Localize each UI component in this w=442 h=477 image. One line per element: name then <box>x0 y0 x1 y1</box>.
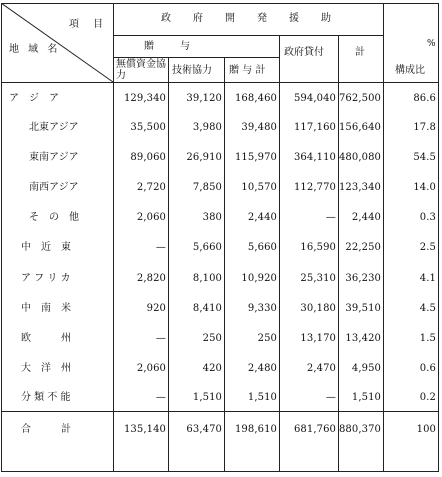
cell-tech-coop: 3,980 <box>192 122 222 133</box>
cell-total: 480,080 <box>338 152 381 163</box>
cell-tech-coop: 26,910 <box>186 152 222 163</box>
oda-table <box>1 3 439 472</box>
region-label: 分 類 不 能 <box>21 392 71 403</box>
cell-share: 86.6 <box>413 93 436 104</box>
cell-grant-total: 10,920 <box>241 273 277 284</box>
region-label: 東南アジア <box>29 152 79 163</box>
header-diagonal-line <box>1 3 114 83</box>
cell-grant-total: 39,480 <box>241 122 277 133</box>
cell-tech-coop: 8,100 <box>192 273 222 284</box>
table-right-border <box>438 3 439 472</box>
cell-total: 22,250 <box>345 242 381 253</box>
header-share: 構成比 <box>395 65 425 76</box>
cell-grant-total: 115,970 <box>234 152 277 163</box>
cell-loans: 13,170 <box>300 333 336 344</box>
cell-total: 39,510 <box>345 303 381 314</box>
cell-tech-coop: 5,660 <box>192 242 222 253</box>
cell-tech-coop: 7,850 <box>192 182 222 193</box>
cell-total: 36,230 <box>345 273 381 284</box>
cell-share: 14.0 <box>413 182 436 193</box>
cell-grant-total: 5,660 <box>247 242 277 253</box>
cell-grant-aid: 129,340 <box>123 93 166 104</box>
cell-total: 4,950 <box>351 363 381 374</box>
region-label: ア ジ ア <box>9 93 59 104</box>
header-total: 計 <box>355 47 365 58</box>
total-grant-aid: 135,140 <box>123 424 166 435</box>
cell-tech-coop: 8,410 <box>192 303 222 314</box>
region-label: 中 南 米 <box>21 303 71 314</box>
total-share: 100 <box>416 424 436 435</box>
cell-grant-total: 168,460 <box>234 93 277 104</box>
cell-share: 2.5 <box>419 242 436 253</box>
cell-share: 0.3 <box>419 212 436 223</box>
cell-tech-coop: 39,120 <box>186 93 222 104</box>
header-grant-aid: 無償資金協力 <box>116 59 166 81</box>
cell-loans: — <box>325 392 336 403</box>
cell-grant-total: 2,440 <box>247 212 277 223</box>
region-label: 大 洋 州 <box>21 363 71 374</box>
footer-top-border <box>1 411 439 412</box>
grant-title-underline <box>113 57 279 58</box>
cell-loans: 30,180 <box>300 303 336 314</box>
cell-grant-total: 1,510 <box>247 392 277 403</box>
cell-loans: 25,310 <box>300 273 336 284</box>
total-tech-coop: 63,470 <box>186 424 222 435</box>
region-label: 中 近 東 <box>21 242 71 253</box>
region-label: ア フ リ カ <box>21 273 71 284</box>
col-line-grant-aid <box>168 57 169 472</box>
cell-total: 13,420 <box>345 333 381 344</box>
cell-grant-aid: — <box>155 242 166 253</box>
cell-tech-coop: 420 <box>202 363 222 374</box>
cell-tech-coop: 1,510 <box>192 392 222 403</box>
cell-total: 123,340 <box>338 182 381 193</box>
cell-share: 17.8 <box>413 122 436 133</box>
cell-loans: 2,470 <box>306 363 336 374</box>
cell-grant-total: 10,570 <box>241 182 277 193</box>
region-label: そ の 他 <box>29 212 79 223</box>
cell-loans: 594,040 <box>293 93 336 104</box>
cell-grant-total: 2,480 <box>247 363 277 374</box>
cell-grant-aid: 35,500 <box>130 122 166 133</box>
cell-total: 2,440 <box>351 212 381 223</box>
cell-total: 1,510 <box>351 392 381 403</box>
region-label: 欧 州 <box>21 333 71 344</box>
cell-grant-aid: 2,060 <box>136 212 166 223</box>
region-label: 南西アジア <box>29 182 79 193</box>
col-line-tech-coop <box>224 57 225 472</box>
cell-grant-aid: 89,060 <box>130 152 166 163</box>
cell-grant-aid: 2,820 <box>136 273 166 284</box>
header-loans: 政府貸付 <box>284 47 324 58</box>
header-grant-total: 贈 与 計 <box>229 65 266 76</box>
total-grant-total: 198,610 <box>234 424 277 435</box>
header-percent-mark: % <box>427 39 436 49</box>
table-bottom-border <box>1 471 439 472</box>
cell-share: 4.1 <box>419 273 436 284</box>
cell-grant-aid: — <box>155 333 166 344</box>
cell-share: 0.6 <box>419 363 436 374</box>
oda-title-underline <box>113 35 383 36</box>
cell-loans: 117,160 <box>293 122 336 133</box>
cell-total: 156,640 <box>338 122 381 133</box>
header-grant: 贈 与 <box>144 41 192 52</box>
cell-total: 762,500 <box>338 93 381 104</box>
header-region-label: 地 域 名 <box>9 44 61 55</box>
total-total: 880,370 <box>338 424 381 435</box>
cell-grant-aid: — <box>155 392 166 403</box>
cell-loans: 16,590 <box>300 242 336 253</box>
region-label: 北東アジア <box>29 122 79 133</box>
cell-grant-total: 9,330 <box>247 303 277 314</box>
cell-loans: 364,110 <box>293 152 336 163</box>
header-item-label: 項 目 <box>69 19 105 30</box>
cell-grant-total: 250 <box>257 333 277 344</box>
cell-share: 4.5 <box>419 303 436 314</box>
cell-share: 0.2 <box>419 392 436 403</box>
cell-tech-coop: 250 <box>202 333 222 344</box>
total-label: 合 計 <box>21 424 71 435</box>
cell-share: 1.5 <box>419 333 436 344</box>
cell-loans: 112,770 <box>293 182 336 193</box>
header-oda: 政府開発援助 <box>161 13 353 24</box>
cell-loans: — <box>325 212 336 223</box>
header-tech-coop: 技術協力 <box>172 65 212 76</box>
cell-grant-aid: 2,060 <box>136 363 166 374</box>
cell-grant-aid: 2,720 <box>136 182 166 193</box>
cell-tech-coop: 380 <box>202 212 222 223</box>
total-loans: 681,760 <box>293 424 336 435</box>
cell-grant-aid: 920 <box>146 303 166 314</box>
cell-share: 54.5 <box>413 152 436 163</box>
